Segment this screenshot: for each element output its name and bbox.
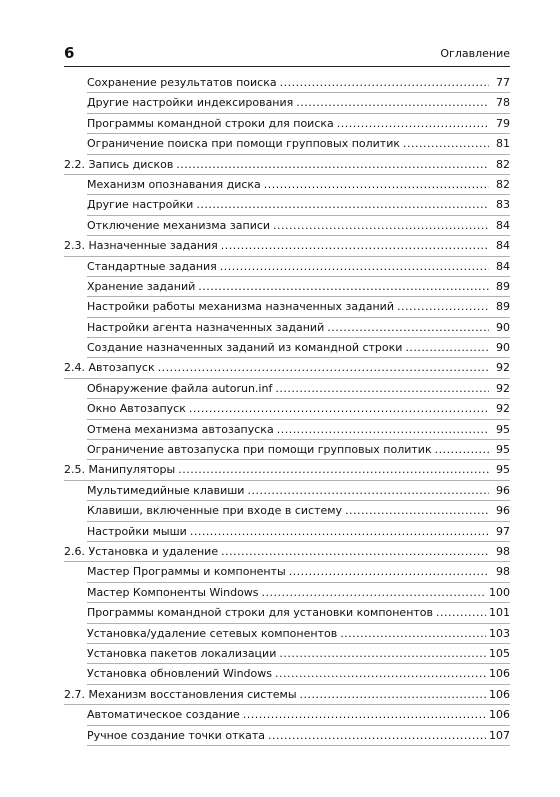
toc-subsection-entry[interactable] [64, 644, 510, 664]
toc-entry-title: Мастер Компоненты Windows [87, 585, 259, 599]
header-rule [64, 66, 510, 67]
dot-leader [280, 73, 489, 93]
dot-leader [300, 685, 487, 705]
toc-entry-title: Установка пакетов локализации [87, 646, 277, 660]
toc-entry-title: Сохранение результатов поиска [87, 76, 277, 89]
toc-entry-title: Стандартные задания [87, 259, 217, 273]
toc-subsection-entry[interactable] [64, 501, 510, 521]
toc-entry-page: 78 [496, 96, 510, 110]
dot-leader [296, 93, 489, 113]
toc-entry-page: 83 [496, 198, 510, 212]
page-header [64, 44, 510, 66]
dot-leader [221, 236, 489, 256]
entry-rule [87, 745, 510, 746]
toc-entry-page: 84 [496, 259, 510, 273]
toc-entry-page: 82 [496, 157, 510, 171]
toc-entry-page: 95 [496, 443, 510, 457]
toc-entry-title: Настройки мыши [87, 524, 187, 538]
toc-entry-page: 81 [496, 137, 510, 151]
toc-section-entry[interactable] [64, 358, 510, 378]
toc-entry-page: 98 [496, 565, 510, 579]
toc-entry-title: Окно Автозапуск [87, 402, 186, 416]
toc-subsection-entry[interactable] [64, 73, 510, 93]
toc-subsection-entry[interactable] [64, 664, 510, 684]
toc-entry-title: 2.4. Автозапуск [64, 361, 155, 375]
toc-subsection-entry[interactable] [64, 603, 510, 623]
toc-entry-title: Отключение механизма записи [87, 218, 271, 232]
toc-entry-title: Настройки работы механизма назначенных заданий [87, 300, 394, 314]
toc-entry-title: 2.3. Назначенные задания [64, 239, 218, 253]
toc-subsection-entry[interactable] [64, 175, 510, 195]
dot-leader [327, 318, 489, 338]
dot-leader [397, 297, 489, 317]
toc-entry-page: 96 [496, 504, 510, 518]
toc-entry-title: 2.6. Установка и удаление [64, 544, 219, 558]
toc-entry-title: Механизм опознавания диска [87, 177, 261, 191]
toc-subsection-entry[interactable] [64, 195, 510, 215]
toc-entry-page: 106 [489, 708, 510, 722]
toc-entry-page: 101 [489, 606, 510, 620]
dot-leader [264, 175, 489, 195]
toc-entry-title: Хранение заданий [87, 279, 196, 293]
toc-section-entry[interactable] [64, 155, 510, 175]
toc-entry-page: 95 [496, 463, 510, 477]
toc-entry-page: 98 [496, 544, 510, 558]
dot-leader [196, 195, 489, 215]
toc-entry-title: 2.2. Запись дисков [64, 157, 174, 171]
toc-entry-page: 77 [496, 76, 510, 89]
toc-subsection-entry[interactable] [64, 379, 510, 399]
dot-leader [403, 134, 489, 154]
toc-subsection-entry[interactable] [64, 134, 510, 154]
toc-entry-page: 92 [496, 402, 510, 416]
toc-entry-page: 97 [496, 524, 510, 538]
page-number: 6 [64, 44, 75, 62]
toc-subsection-entry[interactable] [64, 399, 510, 419]
toc-entry-page: 106 [489, 667, 510, 681]
toc-entry-page: 90 [496, 320, 510, 334]
dot-leader [405, 338, 489, 358]
toc-entry-page: 107 [489, 728, 510, 742]
toc-subsection-entry[interactable] [64, 338, 510, 358]
dot-leader [337, 114, 489, 134]
toc-entry-title: 2.5. Манипуляторы [64, 463, 176, 477]
toc-entry-title: Мастер Программы и компоненты [87, 565, 286, 579]
toc-subsection-entry[interactable] [64, 583, 510, 603]
toc-subsection-entry[interactable] [64, 522, 510, 542]
toc-entry-title: Программы командной строки для поиска [87, 116, 334, 130]
toc-subsection-entry[interactable] [64, 216, 510, 236]
toc-entry-page: 89 [496, 300, 510, 314]
toc-subsection-entry[interactable] [64, 114, 510, 134]
toc-subsection-entry[interactable] [64, 420, 510, 440]
toc-subsection-entry[interactable] [64, 481, 510, 501]
dot-leader [289, 562, 489, 582]
dot-leader [198, 277, 489, 297]
toc-entry-title: Установка обновлений Windows [87, 667, 272, 681]
toc-entry-page: 79 [496, 116, 510, 130]
dot-leader [275, 379, 489, 399]
toc-entry-title: Обнаружение файла autorun.inf [87, 381, 273, 395]
dot-leader [273, 216, 489, 236]
toc-subsection-entry[interactable] [64, 93, 510, 113]
dot-leader [243, 705, 486, 725]
toc-entry-page: 105 [489, 646, 510, 660]
toc-entry-page: 82 [496, 177, 510, 191]
toc-entry-title: Мультимедийные клавиши [87, 483, 245, 497]
toc-entry-title: Ручное создание точки отката [87, 728, 266, 742]
toc-subsection-entry[interactable] [64, 277, 510, 297]
toc-subsection-entry[interactable] [64, 297, 510, 317]
toc-entry-page: 96 [496, 483, 510, 497]
toc-entry-title: Другие настройки индексирования [87, 96, 294, 110]
dot-leader [345, 501, 489, 521]
toc-entry-title: Другие настройки [87, 198, 194, 212]
toc-entry-title: Ограничение автозапуска при помощи групповых политик [87, 443, 432, 457]
dot-leader [436, 603, 486, 623]
toc-subsection-entry[interactable] [64, 257, 510, 277]
toc-entry-title: Программы командной строки для установки компонентов [87, 606, 434, 620]
toc-section-entry[interactable] [64, 542, 510, 562]
toc-section-entry[interactable] [64, 685, 510, 705]
dot-leader [247, 481, 489, 501]
dot-leader [275, 664, 486, 684]
dot-leader [190, 522, 489, 542]
toc-entry-page: 84 [496, 218, 510, 232]
toc-entry-page: 95 [496, 422, 510, 436]
dot-leader [158, 358, 489, 378]
toc-section-entry[interactable] [64, 236, 510, 256]
toc-subsection-entry[interactable] [64, 562, 510, 582]
dot-leader [220, 257, 489, 277]
toc-entry-title: Автоматическое создание [87, 708, 240, 722]
toc-entry-page: 92 [496, 381, 510, 395]
toc-entry-title: 2.7. Механизм восстановления системы [64, 687, 297, 701]
dot-leader [221, 542, 489, 562]
toc-entry-page: 84 [496, 239, 510, 253]
toc-entry-page: 106 [489, 687, 510, 701]
dot-leader [340, 624, 486, 644]
table-of-contents [64, 73, 510, 746]
toc-subsection-entry[interactable] [64, 440, 510, 460]
running-title: Оглавление [440, 47, 510, 60]
toc-entry-page: 92 [496, 361, 510, 375]
toc-subsection-entry[interactable] [64, 705, 510, 725]
toc-entry-page: 90 [496, 341, 510, 355]
toc-entry-title: Настройки агента назначенных заданий [87, 320, 325, 334]
toc-section-entry[interactable] [64, 460, 510, 480]
dot-leader [176, 155, 489, 175]
toc-entry-title: Клавиши, включенные при входе в систему [87, 504, 343, 518]
toc-entry-title: Создание назначенных заданий из командной строки [87, 341, 403, 355]
dot-leader [279, 644, 486, 664]
toc-entry-page: 89 [496, 279, 510, 293]
toc-subsection-entry[interactable] [64, 318, 510, 338]
toc-entry-title: Отмена механизма автозапуска [87, 422, 274, 436]
dot-leader [262, 583, 486, 603]
dot-leader [277, 420, 489, 440]
toc-entry-page: 100 [489, 585, 510, 599]
toc-entry-page: 103 [489, 626, 510, 640]
dot-leader [435, 440, 489, 460]
toc-subsection-entry[interactable] [64, 726, 510, 746]
toc-entry-title: Ограничение поиска при помощи групповых политик [87, 137, 401, 151]
dot-leader [268, 726, 486, 746]
toc-entry-title: Установка/удаление сетевых компонентов [87, 626, 338, 640]
toc-subsection-entry[interactable] [64, 624, 510, 644]
dot-leader [189, 399, 489, 419]
dot-leader [178, 460, 489, 480]
